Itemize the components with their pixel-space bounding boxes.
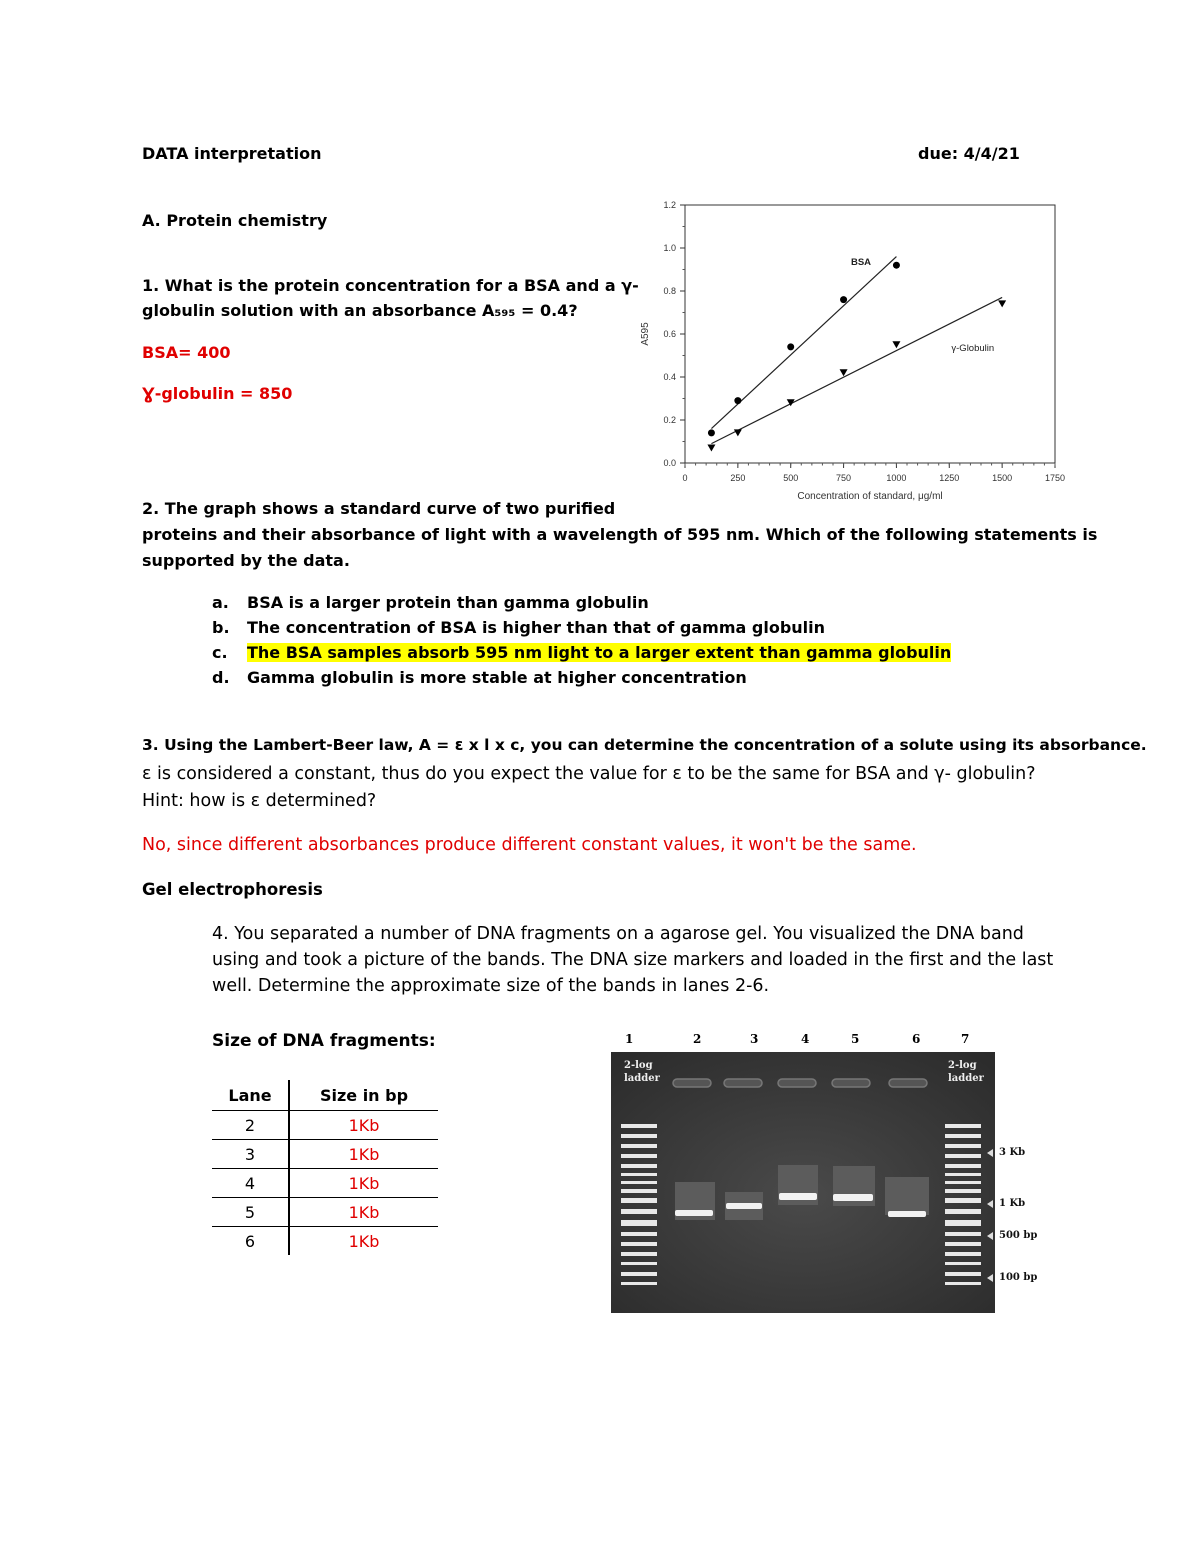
size-cell: 1Kb	[289, 1169, 438, 1198]
y-tick-label: 0.0	[663, 458, 676, 468]
table-row	[212, 1227, 438, 1256]
option-c	[212, 642, 951, 664]
q3-line2: ε is considered a constant, thus do you expect the value for ε to be the same for BSA and γ- globulin?	[142, 764, 1036, 784]
plot-frame	[685, 205, 1055, 463]
size-cell: 1Kb	[289, 1140, 438, 1169]
size-cell: 1Kb	[289, 1198, 438, 1227]
data-point	[707, 444, 715, 451]
option-a	[212, 592, 649, 614]
q4-line1: 4. You separated a number of DNA fragments on a agarose gel. You visualized the DNA band	[212, 924, 1024, 944]
gel-lane-number: 7	[961, 1032, 970, 1046]
q2-line3: supported by the data.	[142, 551, 350, 570]
dna-size-table	[212, 1080, 438, 1255]
x-tick-label: 1250	[939, 473, 960, 483]
option-letter: b.	[212, 618, 230, 637]
q4-line2: using and took a picture of the bands. The DNA size markers and loaded in the first and the last	[212, 950, 1054, 970]
lane-cell: 4	[212, 1169, 289, 1198]
section-a-heading: A. Protein chemistry	[142, 211, 328, 230]
x-tick-label: 1750	[1044, 473, 1066, 483]
marker-100bp: 100 bp	[999, 1272, 1038, 1283]
option-letter: d.	[212, 668, 230, 687]
marker-3kb: 3 Kb	[999, 1147, 1026, 1158]
gel-lane-number: 5	[851, 1032, 860, 1046]
column-header-size: Size in bp	[289, 1080, 438, 1111]
option-d	[212, 667, 747, 689]
lane-cell: 5	[212, 1198, 289, 1227]
lane-cell: 2	[212, 1111, 289, 1140]
x-tick-label: 1500	[992, 473, 1013, 483]
x-tick-label: 1000	[886, 473, 907, 483]
absorbance-chart	[620, 190, 1080, 520]
x-axis-label: Concentration of standard, μg/ml	[797, 491, 943, 502]
table-row	[212, 1140, 438, 1169]
column-header-lane: Lane	[212, 1080, 289, 1111]
x-tick-label: 250	[730, 473, 746, 483]
agarose-gel-photo	[611, 1052, 995, 1313]
q1-line1: 1. What is the protein concentration for a BSA and a γ-	[142, 276, 639, 295]
doc-title: DATA interpretation	[142, 144, 322, 163]
table-row	[212, 1169, 438, 1198]
ladder-label-left-1: 2-log	[624, 1060, 653, 1071]
marker-500bp: 500 bp	[999, 1230, 1038, 1241]
data-point	[787, 343, 794, 350]
gel-lane-number: 4	[801, 1032, 810, 1046]
gel-lane-number: 1	[625, 1032, 634, 1046]
data-point	[708, 429, 715, 436]
table-header-row	[212, 1080, 438, 1111]
gel-lane-number: 6	[912, 1032, 921, 1046]
q4-line3: well. Determine the approximate size of the bands in lanes 2-6.	[212, 976, 770, 996]
due-date: due: 4/4/21	[918, 144, 1020, 163]
table-title: Size of DNA fragments:	[212, 1031, 436, 1051]
y-tick-label: 0.6	[663, 329, 676, 339]
y-tick-label: 0.2	[663, 415, 676, 425]
data-point	[998, 300, 1006, 307]
ladder-label-right-1: 2-log	[948, 1060, 977, 1071]
data-point	[734, 429, 742, 436]
gel-lane-number: 2	[693, 1032, 702, 1046]
option-text: Gamma globulin is more stable at higher concentration	[247, 668, 747, 687]
y-axis-label: A595	[640, 322, 651, 346]
fit-line	[711, 297, 1002, 443]
lane-cell: 3	[212, 1140, 289, 1169]
marker-1kb: 1 Kb	[999, 1198, 1026, 1209]
data-point	[892, 341, 900, 348]
q2-line1: 2. The graph shows a standard curve of two purified	[142, 499, 616, 518]
q2-line2: proteins and their absorbance of light with a wavelength of 595 nm. Which of the following statements is	[142, 525, 1098, 544]
x-tick-label: 750	[836, 473, 852, 483]
data-point	[840, 296, 847, 303]
y-tick-label: 0.8	[663, 286, 676, 296]
y-tick-label: 0.4	[663, 372, 676, 382]
option-b	[212, 617, 825, 639]
lane-cell: 6	[212, 1227, 289, 1256]
x-tick-label: 500	[783, 473, 799, 483]
gel-heading: Gel electrophoresis	[142, 880, 323, 899]
q3-answer: No, since different absorbances produce different constant values, it won't be the same.	[142, 835, 917, 855]
q3-line3: Hint: how is ε determined?	[142, 791, 377, 811]
size-cell: 1Kb	[348, 1231, 380, 1251]
data-point	[893, 262, 900, 269]
table-row	[212, 1111, 438, 1140]
gel-lane-number: 3	[750, 1032, 759, 1046]
q1-line2: globulin solution with an absorbance A₅₉₅ = 0.4?	[142, 301, 578, 320]
series-label: γ-Globulin	[951, 343, 995, 355]
option-letter: c.	[212, 643, 228, 662]
answer-bsa: BSA= 400	[142, 343, 231, 362]
ladder-label-right-2: ladder	[948, 1073, 984, 1084]
ladder-label-left-2: ladder	[624, 1073, 660, 1084]
y-tick-label: 1.2	[663, 200, 676, 210]
option-text: The concentration of BSA is higher than that of gamma globulin	[247, 618, 826, 637]
q3-line1: 3. Using the Lambert-Beer law, A = ε x l x c, you can determine the concentration of a solute using its absorbance.	[142, 736, 1147, 754]
series-label: BSA	[850, 257, 872, 269]
option-letter: a.	[212, 593, 229, 612]
y-tick-label: 1.0	[663, 243, 676, 253]
size-cell: 1Kb	[289, 1111, 438, 1140]
data-point	[734, 397, 741, 404]
x-tick-label: 0	[682, 473, 688, 483]
option-text-highlighted: The BSA samples absorb 595 nm light to a larger extent than gamma globulin	[247, 643, 952, 662]
answer-gamma: Ɣ-globulin = 850	[142, 384, 293, 403]
option-text: BSA is a larger protein than gamma globulin	[247, 593, 649, 612]
table-row	[212, 1198, 438, 1227]
